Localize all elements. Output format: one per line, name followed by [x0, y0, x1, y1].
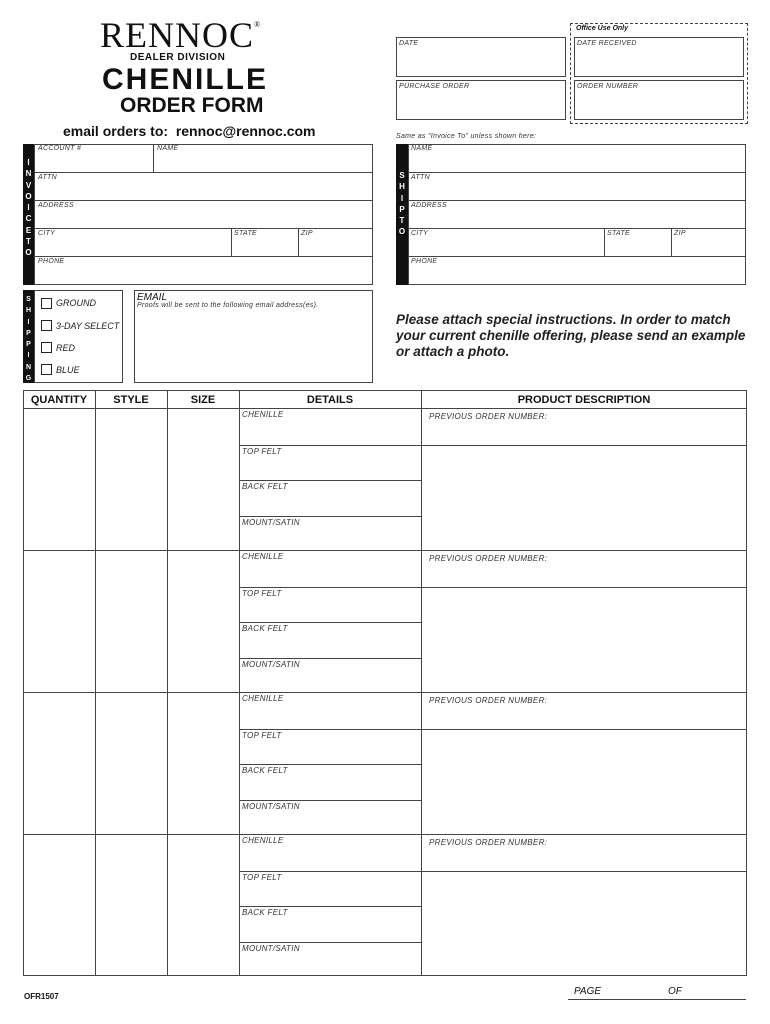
style-cell[interactable] — [96, 551, 166, 691]
style-cell[interactable] — [96, 409, 166, 549]
detail-label: TOP FELT — [242, 731, 282, 740]
previous-order-field[interactable] — [540, 551, 745, 586]
email-address-link[interactable]: rennoc@rennoc.com — [175, 123, 316, 139]
sidebar-letter: O — [25, 248, 32, 258]
quantity-cell[interactable] — [24, 409, 94, 549]
brand-logo: RENNOC® — [100, 15, 262, 55]
sidebar-letter: H — [25, 307, 32, 315]
detail-label: TOP FELT — [242, 589, 282, 598]
style-header: STYLE — [113, 394, 149, 406]
detail-label: BACK FELT — [242, 482, 288, 491]
ship-city-field[interactable] — [409, 229, 603, 255]
three-day-select-checkbox[interactable] — [41, 320, 52, 331]
blue-checkbox[interactable] — [41, 364, 52, 375]
detail-field[interactable] — [240, 659, 420, 691]
ship-address-label: ADDRESS — [411, 202, 447, 209]
ground-checkbox[interactable] — [41, 298, 52, 309]
ship-zip-label: ZIP — [674, 230, 686, 237]
sidebar-letter: P — [26, 329, 31, 337]
ship-attn-label: ATTN — [411, 174, 430, 181]
sidebar-letter: P — [399, 204, 405, 214]
shipping-sidebar — [23, 290, 34, 383]
special-instructions: Please attach special instructions. In order to match your current chenille offering, please send an example or attach a photo. — [396, 312, 746, 359]
detail-label: MOUNT/SATIN — [242, 802, 300, 811]
red-label: RED — [56, 343, 76, 353]
ship-phone-label: PHONE — [411, 258, 438, 265]
ground-label: GROUND — [56, 298, 96, 308]
page-number-line — [568, 999, 746, 1000]
three-day-select-label: 3-DAY SELECT — [56, 321, 120, 331]
sidebar-letter: O — [398, 227, 406, 237]
size-cell[interactable] — [168, 835, 238, 975]
sidebar-letter: I — [27, 352, 30, 360]
page-total-field[interactable] — [684, 985, 746, 999]
invoice-phone-field[interactable] — [35, 257, 372, 284]
product-description-field[interactable] — [422, 730, 746, 833]
invoice-address-field[interactable] — [35, 201, 372, 227]
sidebar-letter: C — [25, 214, 32, 224]
page-label: PAGE — [574, 986, 602, 997]
detail-label: MOUNT/SATIN — [242, 944, 300, 953]
invoice-to-sidebar — [23, 144, 34, 285]
size-cell[interactable] — [168, 693, 238, 833]
sidebar-letter: E — [25, 225, 32, 235]
detail-label: TOP FELT — [242, 873, 282, 882]
sidebar-letter: N — [25, 169, 32, 179]
blue-label: BLUE — [56, 365, 80, 375]
quantity-cell[interactable] — [24, 835, 94, 975]
detail-label: CHENILLE — [242, 410, 284, 419]
product-description-field[interactable] — [422, 446, 746, 549]
quantity-cell[interactable] — [24, 693, 94, 833]
detail-field[interactable] — [240, 801, 420, 833]
date-field[interactable] — [396, 37, 566, 77]
previous-order-field[interactable] — [540, 835, 745, 870]
email-prefix: email orders to: — [63, 123, 169, 139]
detail-field[interactable] — [240, 446, 420, 479]
product-description-header: PRODUCT DESCRIPTION — [517, 394, 651, 406]
ship-to-note: Same as "Invoice To" unless shown here: — [396, 133, 537, 140]
previous-order-field[interactable] — [540, 693, 745, 728]
detail-field[interactable] — [240, 872, 420, 905]
email-orders-line — [63, 123, 316, 139]
size-header: SIZE — [190, 394, 216, 406]
product-description-field[interactable] — [422, 588, 746, 691]
detail-label: MOUNT/SATIN — [242, 660, 300, 669]
size-cell[interactable] — [168, 551, 238, 691]
order-number-label: ORDER NUMBER — [577, 83, 639, 90]
detail-field[interactable] — [240, 835, 420, 870]
detail-field[interactable] — [240, 551, 420, 586]
invoice-attn-field[interactable] — [35, 173, 372, 199]
previous-order-label: PREVIOUS ORDER NUMBER: — [429, 838, 548, 847]
sidebar-letter: I — [27, 318, 30, 326]
ship-name-label: NAME — [411, 145, 433, 152]
invoice-name-label: NAME — [157, 145, 179, 152]
invoice-name-field[interactable] — [154, 145, 372, 171]
detail-label: CHENILLE — [242, 552, 284, 561]
quantity-header: QUANTITY — [30, 394, 88, 406]
style-cell[interactable] — [96, 693, 166, 833]
email-box-note: Proofs will be sent to the following email address(es). — [137, 302, 319, 309]
sidebar-letter: T — [399, 216, 405, 226]
sidebar-letter: H — [399, 182, 405, 192]
sidebar-letter: V — [25, 180, 32, 190]
detail-field[interactable] — [240, 693, 420, 728]
previous-order-label: PREVIOUS ORDER NUMBER: — [429, 696, 548, 705]
ship-address-field[interactable] — [409, 201, 745, 227]
invoice-state-label: STATE — [234, 230, 258, 237]
ship-name-field[interactable] — [409, 145, 745, 171]
detail-field[interactable] — [240, 517, 420, 549]
product-description-field[interactable] — [422, 872, 746, 975]
detail-field[interactable] — [240, 730, 420, 763]
ship-city-label: CITY — [411, 230, 429, 237]
previous-order-field[interactable] — [540, 409, 745, 444]
page-number-field[interactable] — [602, 985, 664, 999]
detail-field[interactable] — [240, 481, 420, 515]
details-header: DETAILS — [306, 394, 354, 406]
ship-attn-field[interactable] — [409, 173, 745, 199]
invoice-phone-label: PHONE — [38, 258, 65, 265]
of-label: OF — [668, 986, 682, 997]
detail-field[interactable] — [240, 623, 420, 657]
previous-order-label: PREVIOUS ORDER NUMBER: — [429, 412, 548, 421]
detail-label: BACK FELT — [242, 908, 288, 917]
form-code: OFR1507 — [24, 992, 59, 1001]
ship-to-sidebar — [396, 144, 408, 285]
detail-field[interactable] — [240, 943, 420, 975]
invoice-zip-label: ZIP — [301, 230, 313, 237]
detail-label: MOUNT/SATIN — [242, 518, 300, 527]
sidebar-letter: I — [27, 158, 30, 167]
date-received-label: DATE RECEIVED — [577, 40, 637, 47]
detail-field[interactable] — [240, 588, 420, 621]
date-label: DATE — [399, 40, 419, 47]
sidebar-letter: T — [26, 237, 31, 247]
invoice-city-label: CITY — [38, 230, 56, 237]
form-subtitle: ORDER FORM — [120, 94, 264, 117]
form-title: CHENILLE — [102, 63, 268, 96]
previous-order-label: PREVIOUS ORDER NUMBER: — [429, 554, 548, 563]
detail-field[interactable] — [240, 907, 420, 941]
ship-phone-field[interactable] — [409, 257, 745, 284]
sidebar-letter: O — [25, 191, 32, 201]
quantity-cell[interactable] — [24, 551, 94, 691]
invoice-address-label: ADDRESS — [38, 202, 74, 209]
sidebar-letter: P — [26, 341, 31, 349]
size-cell[interactable] — [168, 409, 238, 549]
ship-state-label: STATE — [607, 230, 631, 237]
invoice-account-label: ACCOUNT # — [38, 145, 82, 152]
red-checkbox[interactable] — [41, 342, 52, 353]
sidebar-letter: I — [400, 193, 404, 203]
detail-label: BACK FELT — [242, 624, 288, 633]
division-label: DEALER DIVISION — [130, 52, 226, 63]
purchase-order-label: PURCHASE ORDER — [399, 83, 470, 90]
detail-field[interactable] — [240, 409, 420, 444]
detail-label: CHENILLE — [242, 694, 284, 703]
email-box-title: EMAIL — [137, 292, 168, 303]
detail-label: TOP FELT — [242, 447, 282, 456]
detail-field[interactable] — [240, 765, 420, 799]
invoice-city-field[interactable] — [35, 229, 230, 255]
sidebar-letter: S — [399, 171, 405, 180]
sidebar-letter: I — [27, 203, 30, 213]
detail-label: BACK FELT — [242, 766, 288, 775]
detail-label: CHENILLE — [242, 836, 284, 845]
sidebar-letter: G — [25, 375, 32, 383]
sidebar-letter: S — [26, 296, 31, 303]
invoice-attn-label: ATTN — [38, 174, 57, 181]
sidebar-letter: N — [25, 363, 32, 371]
style-cell[interactable] — [96, 835, 166, 975]
office-use-title: Office Use Only — [576, 25, 629, 32]
